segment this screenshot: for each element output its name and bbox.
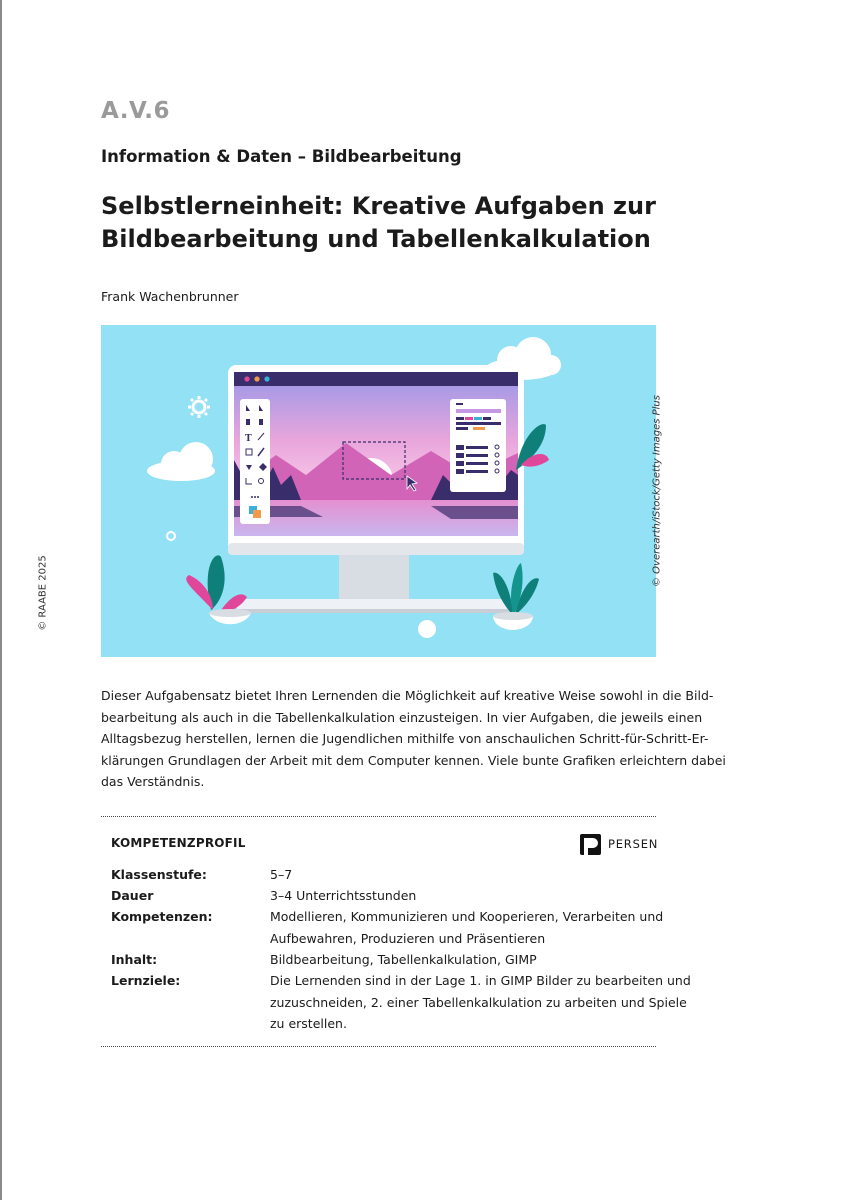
intro-paragraph <box>101 685 726 793</box>
page-title <box>101 190 701 256</box>
svg-text:T: T <box>245 434 252 444</box>
profile-value <box>270 970 691 1035</box>
intro-line: bearbeitung als auch in die Tabellenkalkulation einzusteigen. In vier Aufgaben, die jeweils einen <box>101 709 703 725</box>
profile-label: Dauer <box>111 888 154 903</box>
subject-line: Information & Daten – Bildbearbeitung <box>101 147 462 166</box>
intro-line: Alltagsbezug herstellen, lernen die Jugendlichen mithilfe von anschaulichen Schritt-für-Schritt-Er- <box>101 731 709 746</box>
publisher-logo <box>580 832 658 856</box>
persen-logo-icon <box>580 832 602 856</box>
profile-label: Inhalt: <box>111 952 158 967</box>
profile-heading: KOMPETENZPROFIL <box>111 836 246 850</box>
profile-value <box>270 864 665 886</box>
monitor-stand <box>339 553 409 601</box>
profile-value-line: 5–7 <box>270 867 293 882</box>
toolbox-panel <box>240 399 270 524</box>
title-line: Bildbearbeitung und Tabellenkalkulation <box>101 225 651 253</box>
chapter-code: A.V.6 <box>101 98 171 124</box>
author-name: Frank Wachenbrunner <box>101 289 239 304</box>
window-titlebar <box>234 372 518 386</box>
profile-value-line: zuzuschneiden, 2. einer Tabellenkalkulation zu arbeiten und Spiele <box>270 994 687 1010</box>
profile-label: Klassenstufe: <box>111 867 207 882</box>
profile-value <box>270 885 665 907</box>
profile-value-line: zu erstellen. <box>270 1016 347 1031</box>
title-line: Selbstlerneinheit: Kreative Aufgaben zur <box>101 192 656 220</box>
divider-top <box>101 816 656 817</box>
intro-line: klärungen Grundlagen der Arbeit mit dem Computer kennen. Viele bunte Grafiken erleichtern dabei <box>101 752 726 768</box>
profile-value-line: Modellieren, Kommunizieren und Kooperieren, Verarbeiten und <box>270 909 664 924</box>
profile-value-line: 3–4 Unterrichtsstunden <box>270 888 417 903</box>
page-edge <box>0 0 2 1200</box>
divider-bottom <box>101 1046 656 1047</box>
illustration <box>101 325 656 657</box>
profile-value <box>270 949 665 971</box>
profile-value-line: Bildbearbeitung, Tabellenkalkulation, GIMP <box>270 952 537 967</box>
profile-value-line: Aufbewahren, Produzieren und Präsentieren <box>270 930 546 946</box>
intro-line: Dieser Aufgabensatz bietet Ihren Lernenden die Möglichkeit auf kreative Weise sowohl in die Bild- <box>101 688 714 703</box>
profile-value <box>270 906 665 949</box>
profile-label: Lernziele: <box>111 973 181 988</box>
ball-icon <box>418 620 436 638</box>
profile-label: Kompetenzen: <box>111 909 213 924</box>
intro-line: das Verständnis. <box>101 774 205 789</box>
profile-value-line: Die Lernenden sind in der Lage 1. in GIMP Bilder zu bearbeiten und <box>270 973 691 988</box>
publisher-name: PERSEN <box>608 837 659 851</box>
